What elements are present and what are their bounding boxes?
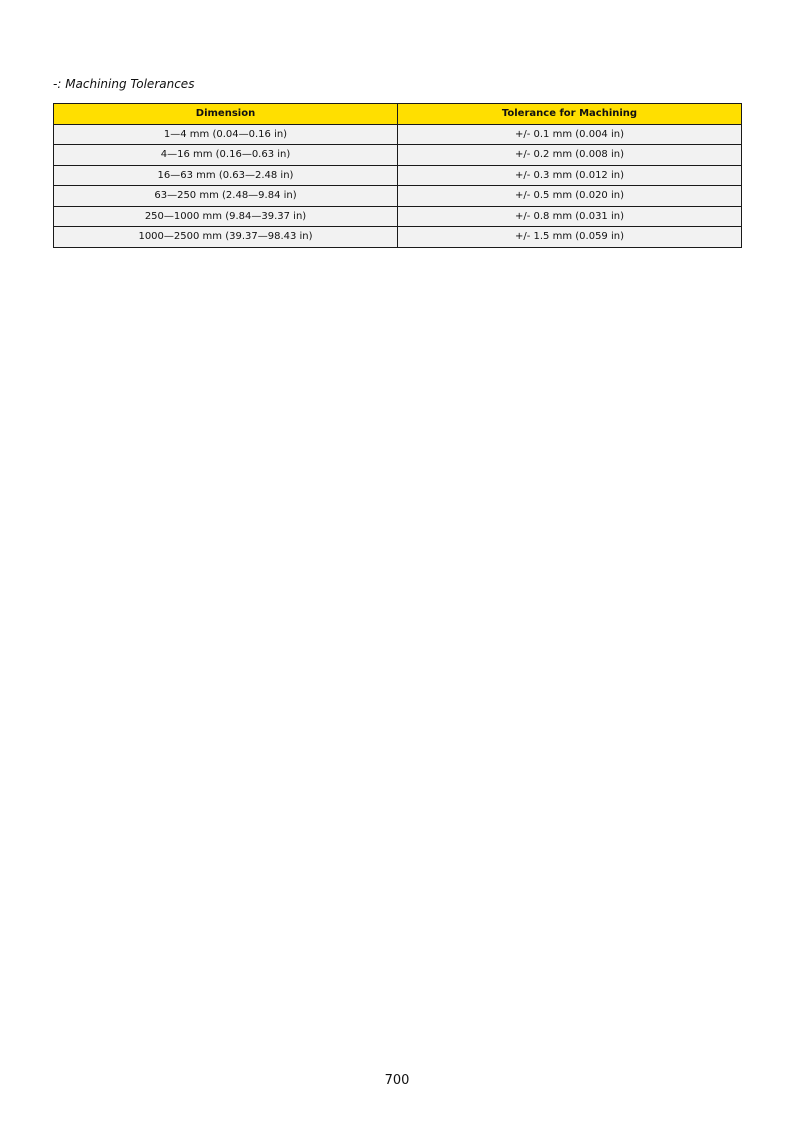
tolerance-cell: +/- 0.1 mm (0.004 in) <box>398 124 742 145</box>
dimension-cell: 63—250 mm (2.48—9.84 in) <box>54 186 398 207</box>
dimension-cell: 250—1000 mm (9.84—39.37 in) <box>54 206 398 227</box>
table-row <box>54 206 742 227</box>
column-header-dimension: Dimension <box>54 104 398 125</box>
table-row <box>54 165 742 186</box>
table-row <box>54 145 742 166</box>
tolerance-cell: +/- 1.5 mm (0.059 in) <box>398 227 742 248</box>
column-header-tolerance: Tolerance for Machining <box>398 104 742 125</box>
tolerance-cell: +/- 0.3 mm (0.012 in) <box>398 165 742 186</box>
dimension-cell: 1000—2500 mm (39.37—98.43 in) <box>54 227 398 248</box>
tolerance-cell: +/- 0.5 mm (0.020 in) <box>398 186 742 207</box>
table-row <box>54 124 742 145</box>
table-caption: -: Machining Tolerances <box>53 77 195 91</box>
dimension-cell: 1—4 mm (0.04—0.16 in) <box>54 124 398 145</box>
tolerance-cell: +/- 0.8 mm (0.031 in) <box>398 206 742 227</box>
dimension-cell: 16—63 mm (0.63—2.48 in) <box>54 165 398 186</box>
table-header-row <box>54 104 742 125</box>
tolerance-cell: +/- 0.2 mm (0.008 in) <box>398 145 742 166</box>
table-row <box>54 227 742 248</box>
dimension-cell: 4—16 mm (0.16—0.63 in) <box>54 145 398 166</box>
table-row <box>54 186 742 207</box>
page-number: 700 <box>384 1073 410 1088</box>
machining-tolerances-table <box>53 103 742 248</box>
